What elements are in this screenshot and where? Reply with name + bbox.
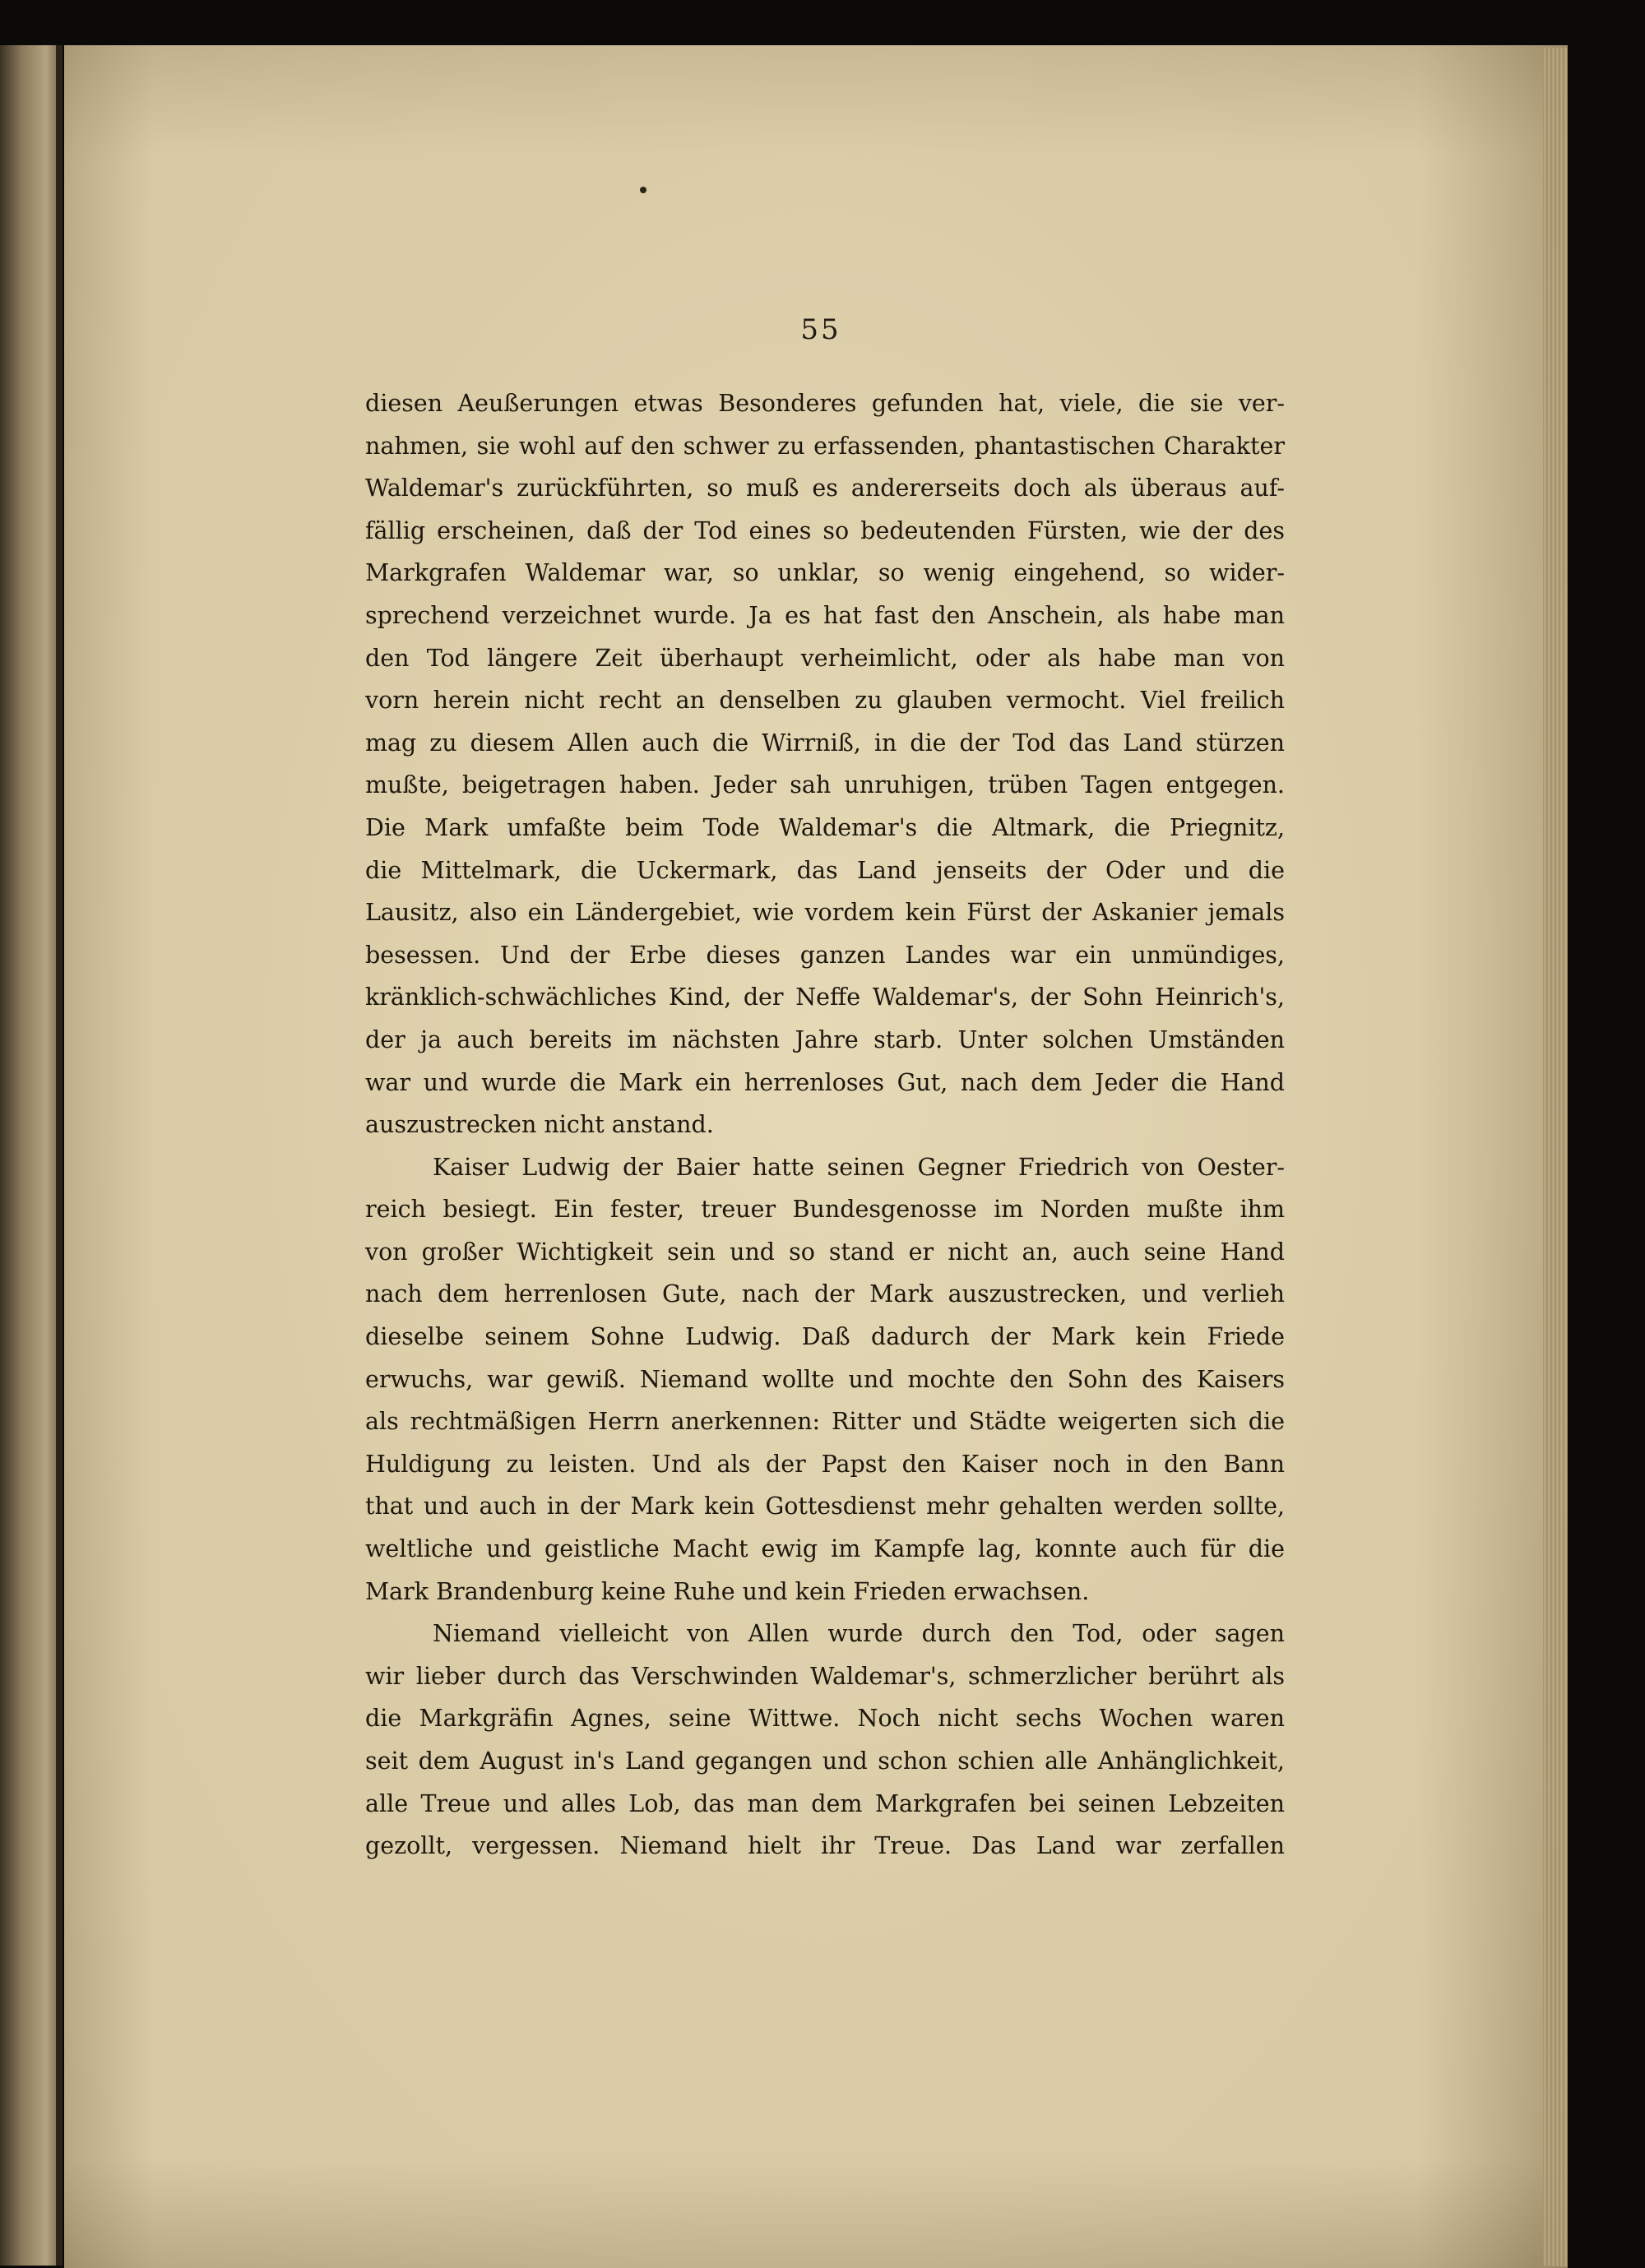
text-line: dieselbe seinem Sohne Ludwig. Daß dadurch der Mark kein Friede [365, 1323, 1285, 1351]
text-line: Mark Brandenburg keine Ruhe und kein Frieden erwachsen. [365, 1577, 1090, 1605]
text-line: auszustrecken nicht anstand. [365, 1111, 714, 1139]
text-line: seit dem August in's Land gegangen und schon schien alle Anhänglichkeit, [365, 1747, 1285, 1775]
page-block-edges [1543, 48, 1568, 2266]
text-line: der ja auch bereits im nächsten Jahre starb. Unter solchen Umständen [365, 1025, 1285, 1053]
text-line: erwuchs, war gewiß. Niemand wollte und mochte den Sohn des Kaisers [365, 1365, 1285, 1393]
text-line: Lausitz, also ein Ländergebiet, wie vordem kein Fürst der Askanier jemals [365, 899, 1285, 927]
text-line: als rechtmäßigen Herrn anerkennen: Ritter und Städte weigerten sich die [365, 1408, 1285, 1436]
text-line: fällig erscheinen, daß der Tod eines so bedeutenden Fürsten, wie der des [365, 516, 1285, 544]
text-line: die Mittelmark, die Uckermark, das Land jenseits der Oder und die [365, 856, 1285, 884]
text-line: Niemand vielleicht von Allen wurde durch den Tod, oder sagen [433, 1620, 1285, 1648]
text-line: wir lieber durch das Verschwinden Waldemar's, schmerzlicher berührt als [365, 1662, 1285, 1690]
text-line: nach dem herrenlosen Gute, nach der Mark auszustrecken, und verlieh [365, 1280, 1285, 1308]
text-line: Kaiser Ludwig der Baier hatte seinen Gegner Friedrich von Oester- [433, 1153, 1285, 1181]
text-line: Die Mark umfaßte beim Tode Waldemar's die Altmark, die Priegnitz, [365, 813, 1285, 841]
page-number: 55 [800, 313, 841, 346]
text-line: nahmen, sie wohl auf den schwer zu erfassenden, phantastischen Charakter [365, 432, 1285, 460]
text-line: besessen. Und der Erbe dieses ganzen Landes war ein unmündiges, [365, 941, 1285, 969]
text-line: kränklich-schwächliches Kind, der Neffe Waldemar's, der Sohn Heinrich's, [365, 984, 1285, 1011]
text-line: vorn herein nicht recht an denselben zu glauben vermocht. Viel freilich [365, 687, 1285, 715]
text-line: war und wurde die Mark ein herrenloses Gut, nach dem Jeder die Hand [365, 1068, 1285, 1096]
text-line: Huldigung zu leisten. Und als der Papst den Kaiser noch in den Bann [365, 1450, 1285, 1478]
text-line: gezollt, vergessen. Niemand hielt ihr Treue. Das Land war zerfallen [365, 1832, 1285, 1860]
text-line: weltliche und geistliche Macht ewig im Kampfe lag, konnte auch für die [365, 1535, 1285, 1563]
text-line: reich besiegt. Ein fester, treuer Bundesgenosse im Norden mußte ihm [365, 1196, 1285, 1224]
page-sheet [64, 45, 1568, 2268]
text-line: Waldemar's zurückführten, so muß es andererseits doch als überaus auf- [365, 474, 1285, 502]
text-line: den Tod längere Zeit überhaupt verheimlicht, oder als habe man von [365, 644, 1285, 672]
text-line: von großer Wichtigkeit sein und so stand er nicht an, auch seine Hand [365, 1238, 1285, 1266]
book-gutter [56, 45, 63, 2266]
text-line: sprechend verzeichnet wurde. Ja es hat fast den Anschein, als habe man [365, 601, 1285, 629]
text-line: alle Treue und alles Lob, das man dem Markgrafen bei seinen Lebzeiten [365, 1789, 1285, 1817]
text-line: mag zu diesem Allen auch die Wirrniß, in die der Tod das Land stürzen [365, 729, 1285, 757]
text-line: Markgrafen Waldemar war, so unklar, so wenig eingehend, so wider- [365, 559, 1285, 587]
text-line: die Markgräfin Agnes, seine Wittwe. Noch nicht sechs Wochen waren [365, 1705, 1285, 1733]
text-line: mußte, beigetragen haben. Jeder sah unruhigen, trüben Tagen entgegen. [365, 771, 1285, 799]
previous-page-edge [0, 45, 62, 2266]
text-line: diesen Aeußerungen etwas Besonderes gefunden hat, viele, die sie ver- [365, 390, 1285, 417]
body-text [365, 382, 1285, 1868]
text-line: that und auch in der Mark kein Gottesdienst mehr gehalten werden sollte, [365, 1493, 1285, 1520]
ink-speck [640, 187, 646, 193]
